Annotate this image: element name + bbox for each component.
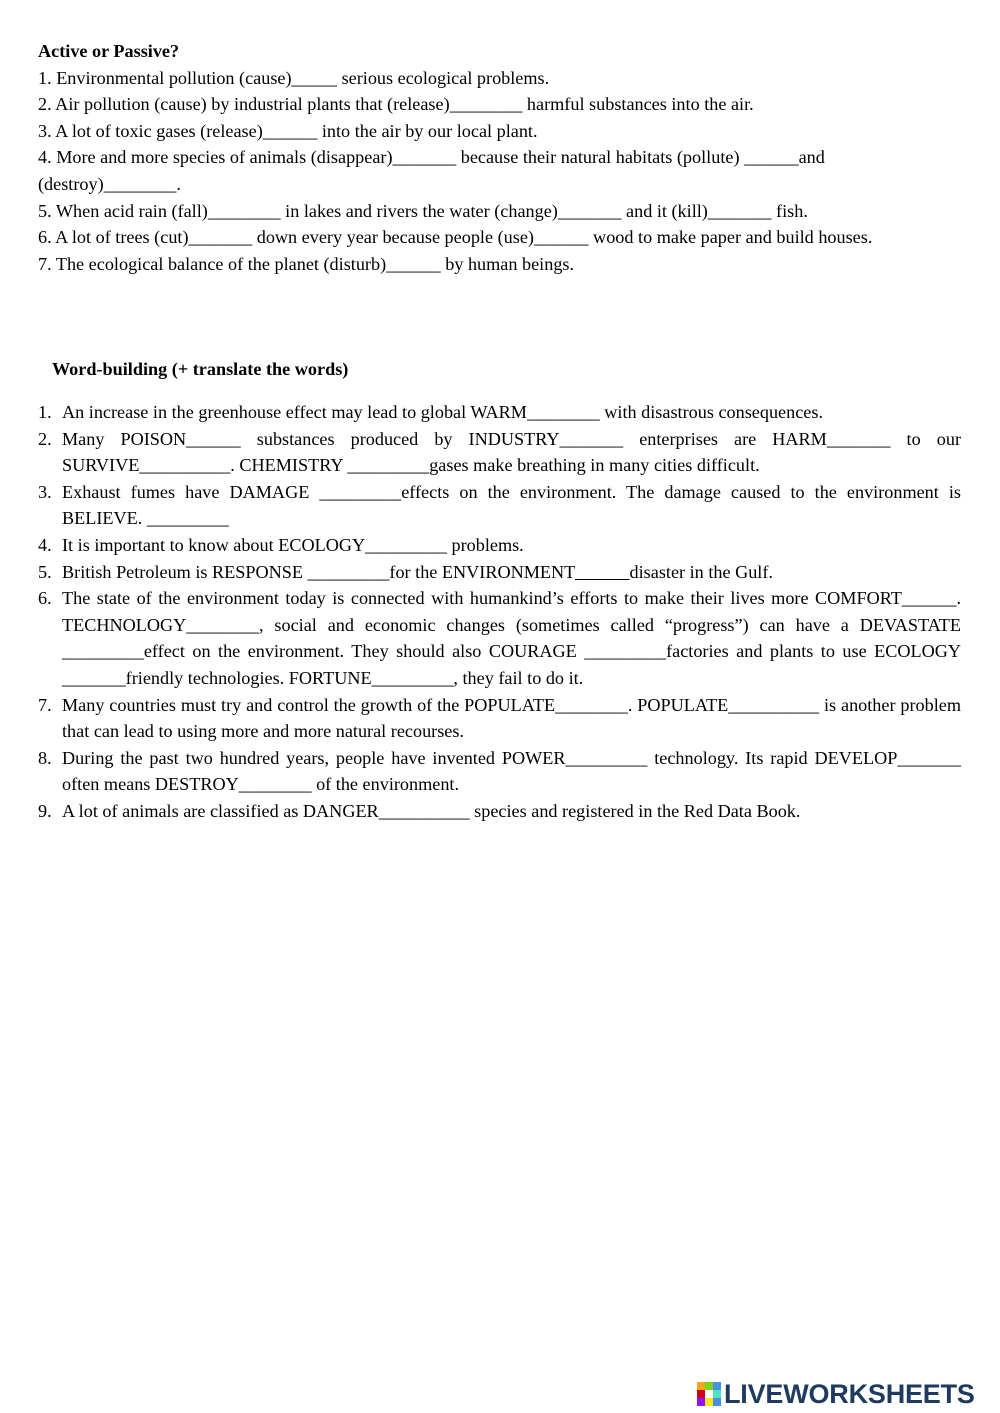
item-number: 7. [38,694,52,715]
item-text-before: British Petroleum is RESPONSE _________for the ENVIRONMENT [62,561,575,582]
list-item [38,426,961,479]
item-text: The state of the environment today is connected with humankind’s efforts to make their lives more COMFORT______. TECHNOLOGY________, social and economic changes (sometimes called “progress”) can have a DEVASTATE _________effect on the environment. They should also COURAGE _________factories and plants to use ECOLOGY _______friendly technologies. FORTUNE_________, they fail to do it. [62,588,961,688]
logo-text: LIVEWORKSHEETS [724,1378,975,1409]
exercise-line: 2. Air pollution (cause) by industrial plants that (release)________ harmful substances into the air. [38,94,754,115]
list-item [38,559,961,586]
item-text: Many POISON______ substances produced by INDUSTRY_______ enterprises are HARM_______ to our SURVIVE__________. CHEMISTRY _________gases make breathing in many cities difficult. [62,428,961,476]
list-item [38,399,961,426]
word-building-list [38,399,961,825]
exercise-line: 1. Environmental pollution (cause)_____ serious ecological problems. [38,67,550,88]
item-text: It is important to know about ECOLOGY_________ problems. [62,534,524,555]
list-item [38,745,961,798]
word-building-heading: Word-building (+ translate the words) [52,359,349,379]
list-item [38,585,961,691]
item-number: 2. [38,428,52,449]
item-text: Many countries must try and control the growth of the POPULATE________. POPULATE__________ is another problem that can lead to using more and more natural recourses. [62,694,961,742]
item-number: 5. [38,561,52,582]
item-number: 6. [38,588,52,609]
underlined-blank [575,562,630,582]
item-text [62,559,961,586]
item-text: Exhaust fumes have DAMAGE _________effects on the environment. The damage caused to the environment is BELIEVE. _________ [62,481,961,529]
item-number: 1. [38,402,52,422]
liveworksheets-logo[interactable] [697,1377,975,1411]
word-building-section [38,356,961,825]
exercise-line: 5. When acid rain (fall)________ in lakes and rivers the water (change)_______ and it (kill)_______ fish. [38,200,808,221]
item-text-after: disaster in the Gulf. [629,561,773,582]
item-number: 4. [38,534,52,555]
list-item [38,798,961,825]
item-text: A lot of animals are classified as DANGER__________ species and registered in the Red Data Book. [62,800,801,821]
liveworksheets-logo-icon [697,1382,721,1406]
exercise-line: 3. A lot of toxic gases (release)______ into the air by our local plant. [38,120,538,141]
exercise-line: 6. A lot of trees (cut)_______ down every year because people (use)______ wood to make paper and build houses. [38,227,873,248]
item-number: 3. [38,481,52,502]
active-passive-section [38,38,968,277]
item-text: An increase in the greenhouse effect may lead to global WARM________ with disastrous consequences. [62,402,823,422]
list-item [38,532,961,559]
list-item [38,479,961,532]
exercise-line: 4. More and more species of animals (disappear)_______ because their natural habitats (pollute) ______and (destroy)________. [38,147,825,194]
exercise-line: 7. The ecological balance of the planet (disturb)______ by human beings. [38,253,575,274]
item-number: 8. [38,747,52,768]
list-item [38,692,961,745]
item-number: 9. [38,800,52,821]
item-text: During the past two hundred years, people have invented POWER_________ technology. Its rapid DEVELOP_______ often means DESTROY________ of the environment. [62,747,961,795]
active-passive-heading: Active or Passive? [38,41,180,61]
